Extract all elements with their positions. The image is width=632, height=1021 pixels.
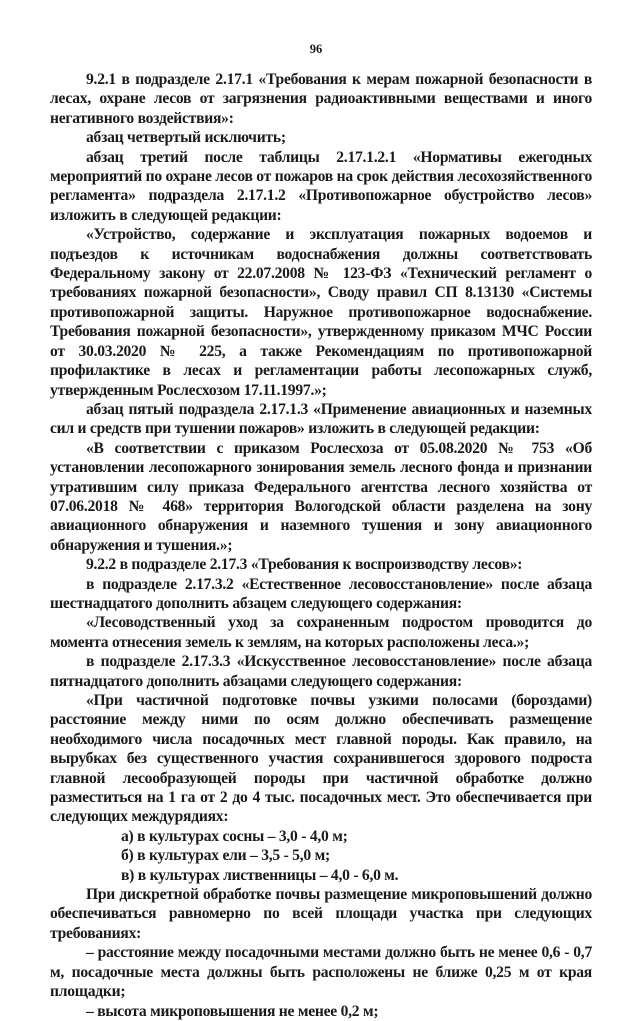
paragraph: абзац пятый подраздела 2.17.1.3 «Применение авиационных и наземных сил и средств при тушении пожаров» изложить в следующей редакции: xyxy=(50,400,592,438)
page-number: 96 xyxy=(309,42,323,56)
paragraph: «Устройство, содержание и эксплуатация пожарных водоемов и подъездов к источникам водоснабжения должны соответствовать Федеральному закону от 22.07.2008 № 123-ФЗ «Технический регламент о требованиях пожарной безопасности», Своду правил СП 8.13130 «Системы противопожарной защиты. Наружное противопожарное водоснабжение. Требования пожарной безопасности», утвержденному приказом МЧС России от 30.03.2020 № 225, а также Рекомендациям по противопожарной профилактике в лесах и регламентации работы лесопожарных служб, утвержденным Рослесхозом 17.11.1997.»; xyxy=(50,226,592,399)
paragraph: «В соответствии с приказом Рослесхоза от 05.08.2020 № 753 «Об установлении лесопожарного зонирования земель лесного фонда и признании утратившим силу приказа Федерального агентства лесного хозяйства от 07.06.2018 № 468» территория Вологодской области разделена на зону авиационного обнаружения и наземного тушения и зону авиационного обнаружения и тушения.»; xyxy=(50,439,592,554)
paragraph: абзац четвертый исключить; xyxy=(86,129,286,147)
paragraph: «Лесоводственный уход за сохраненным подростом проводится до момента отнесения земель к землям, на которых расположены леса.»; xyxy=(50,614,592,651)
list-item: б) в культурах ели – 3,5 - 5,0 м; xyxy=(121,847,330,865)
paragraph: «При частичной подготовке почвы узкими полосами (бороздами) расстояние между ними по осям должно обеспечивать размещение необходимого числа посадочных мест главной породы. Как правило, на вырубках без существенного участия сохранившегося здорового подроста главной лесообразующей породы при частичной обработке должно разместиться на 1 га от 2 до 4 тыс. посадочных мест. Это обеспечивается при следующих междурядиях: xyxy=(50,692,592,826)
paragraph: 9.2.1 в подразделе 2.17.1 «Требования к мерам пожарной безопасности в лесах, охране лесов от загрязнения радиоактивными веществами и иного негативного воздействия»: xyxy=(50,71,592,127)
paragraph: абзац третий после таблицы 2.17.1.2.1 «Нормативы ежегодных мероприятий по охране лесов от пожаров на срок действия лесохозяйственного регламента» подраздела 2.17.1.2 «Противопожарное обустройство лесов» изложить в следующей редакции: xyxy=(50,148,592,224)
paragraph: При дискретной обработке почвы размещение микроповышений должно обеспечиваться равномерно по всей площади участка при следующих требованиях: xyxy=(50,886,592,942)
list-item: а) в культурах сосны – 3,0 - 4,0 м; xyxy=(121,827,348,845)
list-item: в) в культурах лиственницы – 4,0 - 6,0 м. xyxy=(121,866,399,884)
paragraph: в подразделе 2.17.3.3 «Искусственное лесовосстановление» после абзаца пятнадцатого дополнить абзацами следующего содержания: xyxy=(50,653,592,690)
document-body xyxy=(50,70,592,1021)
paragraph: 9.2.2 в подразделе 2.17.3 «Требования к воспроизводству лесов»: xyxy=(86,556,523,574)
paragraph: в подразделе 2.17.3.2 «Естественное лесовосстановление» после абзаца шестнадцатого дополнить абзацем следующего содержания: xyxy=(50,575,592,612)
paragraph: – высота микроповышения не менее 0,2 м; xyxy=(86,1002,379,1020)
paragraph: – расстояние между посадочными местами должно быть не менее 0,6 - 0,7 м, посадочные места должны быть расположены не ближе 0,25 м от края площадки; xyxy=(50,944,592,1001)
